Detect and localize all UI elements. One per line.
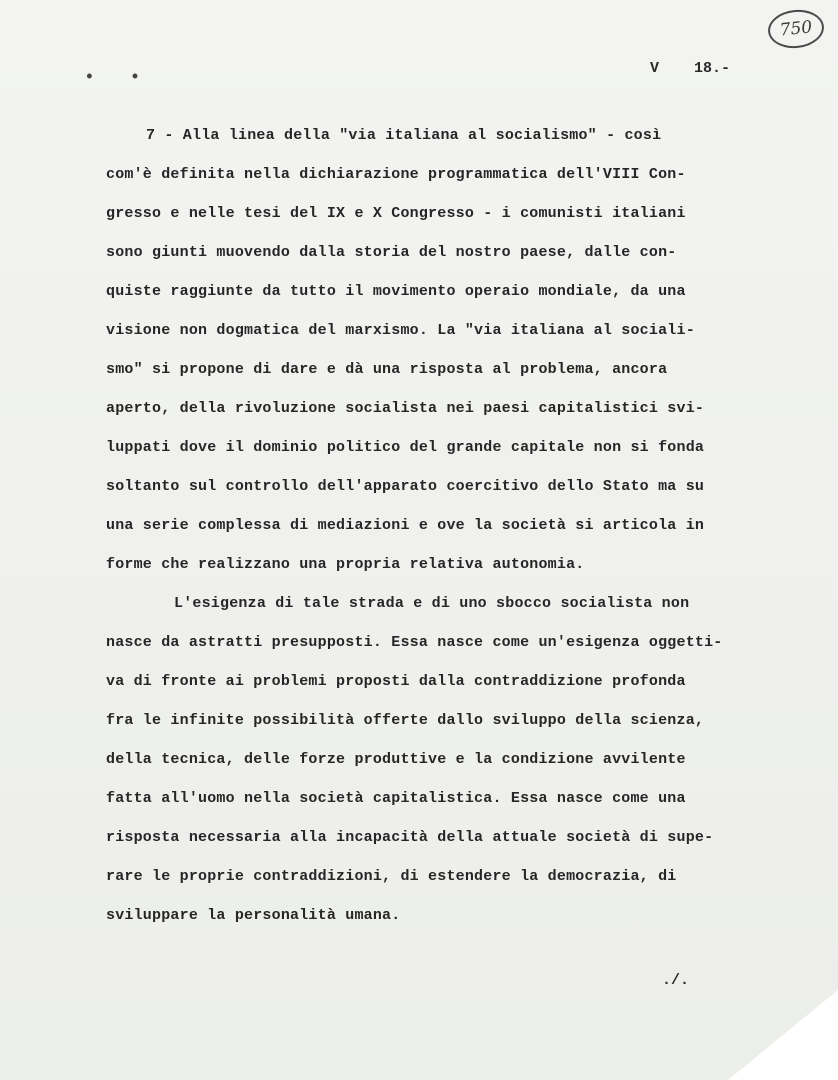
text-line: quiste raggiunte da tutto il movimento operaio mondiale, da una	[106, 283, 686, 300]
page-header	[650, 60, 730, 77]
page-corner	[728, 990, 838, 1080]
text-line: L'esigenza di tale strada e di uno sbocco socialista non	[174, 595, 690, 612]
text-line: com'è definita nella dichiarazione programmatica dell'VIII Con-	[106, 166, 686, 183]
text-line: sviluppare la personalità umana.	[106, 907, 401, 924]
text-line: smo" si propone di dare e dà una risposta al problema, ancora	[106, 361, 668, 378]
text-line: gresso e nelle tesi del IX e X Congresso - i comunisti italiani	[106, 205, 686, 222]
text-line: aperto, della rivoluzione socialista nei paesi capitalistici svi-	[106, 400, 705, 417]
text-line: nasce da astratti presupposti. Essa nasce come un'esigenza oggetti-	[106, 634, 723, 651]
text-line: visione non dogmatica del marxismo. La "via italiana al sociali-	[106, 322, 695, 339]
text-line: 7 - Alla linea della "via italiana al socialismo" - così	[146, 127, 662, 144]
margin-dots: • •	[84, 68, 153, 88]
archive-number-stamp: 750	[766, 7, 826, 51]
text-line: rare le proprie contraddizioni, di estendere la democrazia, di	[106, 868, 677, 885]
continuation-mark: ./.	[662, 972, 690, 989]
text-line: luppati dove il dominio politico del grande capitale non si fonda	[106, 439, 705, 456]
text-line: forme che realizzano una propria relativa autonomia.	[106, 556, 585, 573]
text-line: soltanto sul controllo dell'apparato coercitivo dello Stato ma su	[106, 478, 705, 495]
text-line: una serie complessa di mediazioni e ove la società si articola in	[106, 517, 705, 534]
text-line: fra le infinite possibilità offerte dallo sviluppo della scienza,	[106, 712, 705, 729]
text-line: sono giunti muovendo dalla storia del nostro paese, dalle con-	[106, 244, 677, 261]
section-marker: V	[650, 60, 660, 77]
text-line: della tecnica, delle forze produttive e la condizione avvilente	[106, 751, 686, 768]
text-line: va di fronte ai problemi proposti dalla contraddizione profonda	[106, 673, 686, 690]
text-line: risposta necessaria alla incapacità della attuale società di supe-	[106, 829, 714, 846]
page-number: 18.-	[694, 60, 731, 77]
text-line: fatta all'uomo nella società capitalistica. Essa nasce come una	[106, 790, 686, 807]
